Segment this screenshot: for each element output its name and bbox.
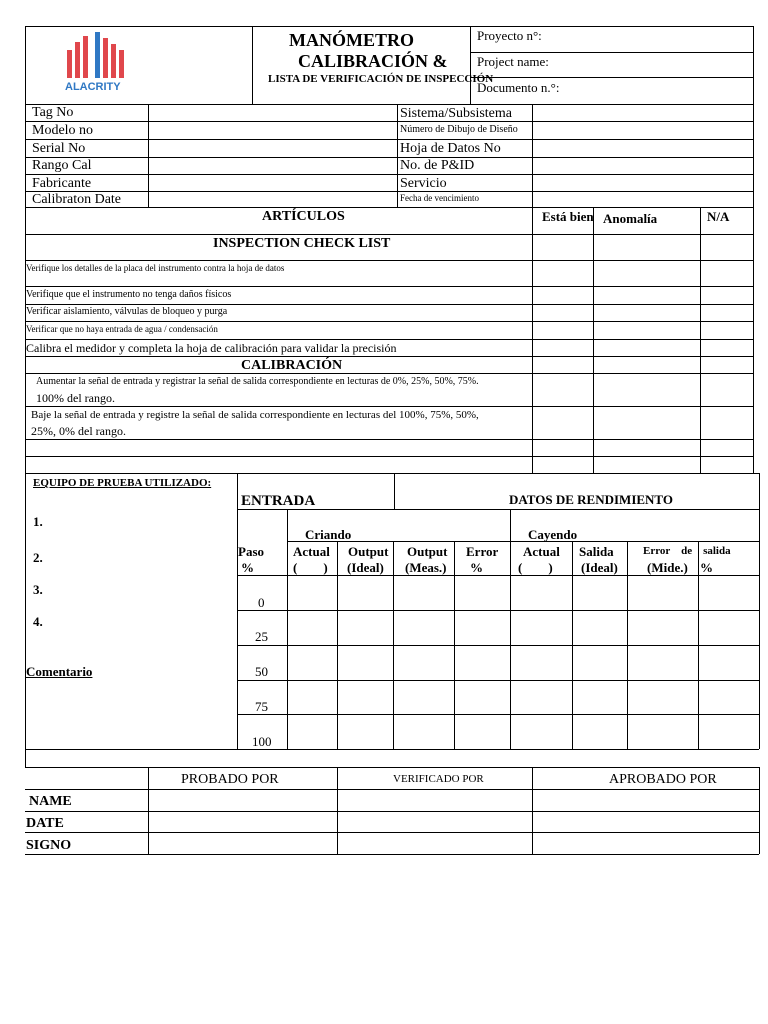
serial-no-field[interactable] xyxy=(150,141,395,155)
tested-by-signature-field[interactable] xyxy=(150,834,335,853)
manufacturer-field[interactable] xyxy=(150,176,395,190)
rising-error-header: Error xyxy=(466,544,499,559)
anomaly-column-header: Anomalía xyxy=(603,211,658,226)
falling-error-sub: (Mide.) xyxy=(647,560,688,575)
calibration-item-falling-range: 25%, 0% del rango. xyxy=(31,424,126,438)
due-date-label: Fecha de vencimiento xyxy=(400,193,479,203)
tested-by-date-field[interactable] xyxy=(150,813,335,831)
tag-no-label: Tag No xyxy=(32,105,74,120)
system-label: Sistema/Subsistema xyxy=(400,106,512,121)
tag-no-field[interactable] xyxy=(150,106,395,120)
rising-output-ideal-header: Output xyxy=(348,544,389,559)
comment-field[interactable] xyxy=(27,680,235,747)
verified-by-header: VERIFICADO POR xyxy=(393,773,484,785)
verified-by-date-field[interactable] xyxy=(339,813,530,831)
form-title-line2: CALIBRACIÓN & xyxy=(298,51,448,71)
inspection-checklist-title: INSPECTION CHECK LIST xyxy=(213,236,391,251)
articles-header: ARTÍCULOS xyxy=(262,209,345,224)
model-no-field[interactable] xyxy=(150,123,395,137)
approved-by-name-field[interactable] xyxy=(534,791,757,810)
rising-output-ideal-sub: (Ideal) xyxy=(347,560,384,575)
calibration-item-falling: Baje la señal de entrada y registre la señal de salida correspondiente en lecturas del 100%, 75%, 50%, xyxy=(31,409,479,421)
logo-text: ALACRITY xyxy=(65,81,121,93)
input-header: ENTRADA xyxy=(241,493,316,509)
project-number-label: Proyecto n°: xyxy=(477,28,542,43)
drawing-number-label: Número de Dibujo de Diseño xyxy=(400,124,518,135)
project-name-label: Project name: xyxy=(477,54,549,69)
service-label: Servicio xyxy=(400,176,447,191)
verified-by-signature-field[interactable] xyxy=(339,834,530,853)
rising-actual-unit: ( ) xyxy=(293,560,328,575)
rising-actual-header: Actual xyxy=(293,544,330,559)
step-percent-header: % xyxy=(241,560,254,575)
test-equipment-title: EQUIPO DE PRUEBA UTILIZADO: xyxy=(33,477,212,489)
step-value: 0 xyxy=(258,595,265,610)
test-equipment-item: 4. xyxy=(33,614,43,629)
checklist-item: Calibra el medidor y completa la hoja de calibración para validar la precisión xyxy=(26,341,397,355)
manufacturer-label: Fabricante xyxy=(32,176,92,191)
rising-output-meas-sub: (Meas.) xyxy=(405,560,447,575)
calibration-title: CALIBRACIÓN xyxy=(241,358,343,373)
tested-by-header: PROBADO POR xyxy=(181,772,279,787)
falling-error-header: Error de salida xyxy=(643,545,731,557)
step-header: Paso xyxy=(238,544,264,559)
falling-output-header: Salida xyxy=(579,544,614,559)
pid-no-label: No. de P&ID xyxy=(400,158,475,173)
checklist-item: Verifique que el instrumento no tenga daños físicos xyxy=(26,289,232,300)
approved-by-date-field[interactable] xyxy=(534,813,757,831)
form-subtitle: LISTA DE VERIFICACIÓN DE INSPECCIÓN xyxy=(268,73,494,85)
pid-no-field[interactable] xyxy=(534,159,751,173)
tested-by-name-field[interactable] xyxy=(150,791,335,810)
checklist-item: Verificar que no haya entrada de agua / condensación xyxy=(26,324,218,334)
performance-data-header: DATOS DE RENDIMIENTO xyxy=(509,492,673,507)
na-column-header: N/A xyxy=(707,209,730,224)
falling-error-unit: % xyxy=(700,560,713,575)
system-field[interactable] xyxy=(534,106,751,120)
falling-actual-unit: ( ) xyxy=(518,560,553,575)
calibration-date-label: Calibraton Date xyxy=(32,192,122,207)
falling-output-sub: (Ideal) xyxy=(581,560,618,575)
step-value: 100 xyxy=(252,734,272,749)
rising-error-unit: % xyxy=(470,560,483,575)
verified-by-name-field[interactable] xyxy=(339,791,530,810)
rising-output-meas-header: Output xyxy=(407,544,448,559)
calibration-item-rising: Aumentar la señal de entrada y registrar la señal de salida correspondiente en lecturas de 0%, 25%, 50%, 75%. xyxy=(36,376,479,387)
serial-no-label: Serial No xyxy=(32,141,86,156)
falling-header: Cayendo xyxy=(528,527,578,542)
document-number-label: Documento n.°: xyxy=(477,80,560,95)
service-field[interactable] xyxy=(534,176,751,190)
test-equipment-item: 3. xyxy=(33,582,43,597)
ok-column-header: Está bien xyxy=(542,209,594,224)
approved-by-signature-field[interactable] xyxy=(534,834,757,853)
signature-row-label: SIGNO xyxy=(26,838,72,853)
test-equipment-item: 2. xyxy=(33,550,43,565)
company-logo xyxy=(60,32,140,98)
test-equipment-item: 1. xyxy=(33,514,43,529)
model-no-label: Modelo no xyxy=(32,123,94,138)
date-row-label: DATE xyxy=(26,816,64,831)
drawing-number-field[interactable] xyxy=(534,123,751,137)
datasheet-no-label: Hoja de Datos No xyxy=(400,141,501,156)
approved-by-header: APROBADO POR xyxy=(609,772,717,787)
calibration-item-rising-range: 100% del rango. xyxy=(36,391,115,405)
checklist-item: Verifique los detalles de la placa del instrumento contra la hoja de datos xyxy=(26,263,285,273)
step-value: 75 xyxy=(255,699,268,714)
calibration-date-field[interactable] xyxy=(150,193,395,206)
due-date-field[interactable] xyxy=(534,193,751,206)
name-row-label: NAME xyxy=(29,794,72,809)
rising-header: Criando xyxy=(305,527,352,542)
cal-range-field[interactable] xyxy=(150,159,395,173)
form-title-line1: MANÓMETRO xyxy=(289,30,414,50)
falling-actual-header: Actual xyxy=(523,544,560,559)
step-value: 25 xyxy=(255,629,268,644)
step-value: 50 xyxy=(255,664,268,679)
checklist-item: Verificar aislamiento, válvulas de bloqueo y purga xyxy=(26,306,228,317)
comment-label: Comentario xyxy=(26,664,93,679)
datasheet-no-field[interactable] xyxy=(534,141,751,155)
cal-range-label: Rango Cal xyxy=(32,158,92,173)
